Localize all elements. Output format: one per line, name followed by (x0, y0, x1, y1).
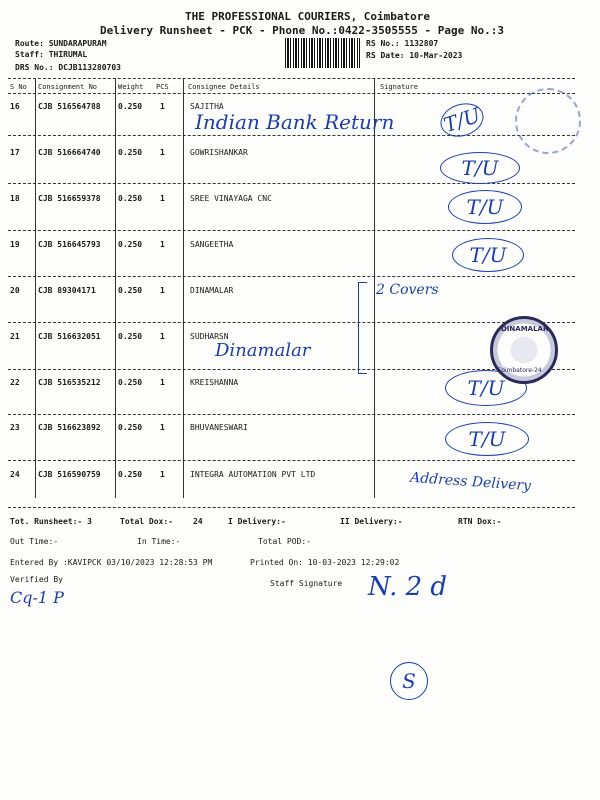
verified-by: Verified By (10, 575, 63, 584)
row-consignment: CJB 516590759 (38, 470, 101, 479)
col-sno: S No (10, 83, 27, 91)
rs-date: RS Date: 10-Mar-2023 (366, 51, 463, 60)
col-divider (374, 78, 375, 498)
handwritten-note-covers: 2 Covers (376, 282, 439, 298)
table-top-rule (8, 78, 575, 79)
row-weight: 0.250 (118, 240, 143, 249)
row-consignment: CJB 89304171 (38, 286, 96, 295)
out-time: Out Time:- (10, 537, 59, 546)
signature-tu: T/U (440, 152, 520, 184)
company-title: THE PROFESSIONAL COURIERS, Coimbatore (185, 10, 431, 23)
stamp-text-bottom: Coimbatore-24 (497, 367, 542, 374)
row-consignment: CJB 516623892 (38, 423, 101, 432)
row-pcs: 1 (160, 148, 165, 157)
row-consignee: SANGEETHA (190, 240, 234, 249)
row-consignment: CJB 516645793 (38, 240, 101, 249)
staff-label: Staff: THIRUMAL (15, 50, 88, 59)
dinamalar-stamp (490, 316, 558, 384)
drs-number: DRS No.: DCJB113280703 (15, 63, 121, 72)
row-consignee: SREE VINAYAGA CNC (190, 194, 272, 203)
handwritten-note-address: Address Delivery (409, 469, 532, 495)
row-consignment: CJB 516664740 (38, 148, 101, 157)
total-dox-value: 24 (193, 517, 203, 526)
bracket-mark (358, 282, 367, 374)
col-divider (35, 78, 36, 498)
row-pcs: 1 (160, 286, 165, 295)
row-pcs: 1 (160, 240, 165, 249)
rtn-dox: RTN Dox:- (458, 517, 502, 526)
row-consignment: CJB 516564788 (38, 102, 101, 111)
row-pcs: 1 (160, 423, 165, 432)
row-pcs: 1 (160, 378, 165, 387)
signature-tu: T/U (436, 98, 488, 142)
row-weight: 0.250 (118, 423, 143, 432)
row-sno: 20 (10, 286, 20, 295)
row-pcs: 1 (160, 470, 165, 479)
row-weight: 0.250 (118, 332, 143, 341)
stamp-text-top: DINAMALAR (501, 325, 549, 333)
row-sno: 18 (10, 194, 20, 203)
verified-signature: Cq-1 P (10, 588, 64, 607)
row-weight: 0.250 (118, 378, 143, 387)
row-sno: 23 (10, 423, 20, 432)
col-consignment: Consignment No (38, 83, 98, 91)
tot-runsheet: Tot. Runsheet:- 3 (10, 517, 92, 526)
i-delivery: I Delivery:- (228, 517, 286, 526)
row-pcs: 1 (160, 194, 165, 203)
signature-tu: T/U (448, 190, 522, 224)
ii-delivery: II Delivery:- (340, 517, 403, 526)
total-dox-label: Total Dox:- (120, 517, 173, 526)
row-rule (8, 230, 575, 231)
row-rule (8, 414, 575, 415)
row-rule (8, 276, 575, 277)
signature-tu: T/U (445, 422, 529, 456)
row-weight: 0.250 (118, 194, 143, 203)
total-pod: Total POD:- (258, 537, 311, 546)
row-consignee: SAJITHA (190, 102, 224, 111)
row-consignee: KREISHANNA (190, 378, 239, 387)
barcode (285, 38, 360, 68)
row-sno: 22 (10, 378, 20, 387)
row-weight: 0.250 (118, 286, 143, 295)
printed-on: Printed On: 10-03-2023 12:29:02 (250, 558, 400, 567)
row-weight: 0.250 (118, 470, 143, 479)
col-divider (115, 78, 116, 498)
bottom-signature-mark: S (390, 662, 428, 700)
row-sno: 17 (10, 148, 20, 157)
staff-signature: N. 2 d (368, 572, 448, 602)
row-consignee: SUDHARSN (190, 332, 229, 341)
row-consignment: CJB 516632051 (38, 332, 101, 341)
runsheet-subtitle: Delivery Runsheet - PCK - Phone No.:0422-3505555 - Page No.:3 (100, 24, 504, 37)
signature-tu: T/U (452, 238, 524, 272)
header-rule (8, 93, 575, 94)
row-rule (8, 322, 575, 323)
row-consignment: CJB 516535212 (38, 378, 101, 387)
rs-number: RS No.: 1132807 (366, 39, 439, 48)
entered-by: Entered By :KAVIPCK 03/10/2023 12:28:53 PM (10, 558, 213, 567)
table-bottom-rule (8, 507, 575, 508)
staff-signature-label: Staff Signature (270, 579, 343, 588)
col-divider (183, 78, 184, 498)
col-pcs: PCS (156, 83, 169, 91)
row-sno: 16 (10, 102, 20, 111)
row-consignee: DINAMALAR (190, 286, 234, 295)
handwritten-note-return: Indian Bank Return (195, 110, 395, 134)
handwritten-note-dinamalar: Dinamalar (215, 340, 311, 361)
row-pcs: 1 (160, 332, 165, 341)
office-stamp-top (515, 88, 581, 154)
row-consignee: GOWRISHANKAR (190, 148, 248, 157)
row-weight: 0.250 (118, 102, 143, 111)
col-signature: Signature (380, 83, 418, 91)
row-sno: 21 (10, 332, 20, 341)
row-sno: 24 (10, 470, 20, 479)
row-consignee: BHUVANESWARI (190, 423, 248, 432)
row-consignee: INTEGRA AUTOMATION PVT LTD (190, 470, 316, 479)
col-weight: Weight (118, 83, 144, 91)
row-pcs: 1 (160, 102, 165, 111)
signature-tu: T/U (445, 370, 527, 406)
in-time: In Time:- (137, 537, 181, 546)
row-rule (8, 460, 575, 461)
row-sno: 19 (10, 240, 20, 249)
row-weight: 0.250 (118, 148, 143, 157)
route-label: Route: SUNDARAPURAM (15, 39, 107, 48)
row-rule (8, 135, 575, 136)
row-consignment: CJB 516659378 (38, 194, 101, 203)
col-consignee: Consignee Details (188, 83, 260, 91)
